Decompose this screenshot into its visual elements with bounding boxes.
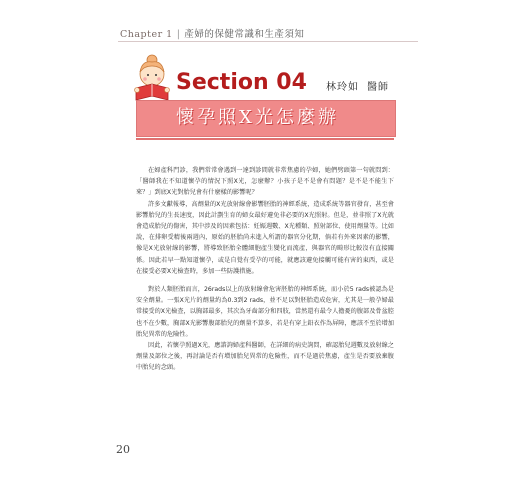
author-name: 林玲如 xyxy=(326,82,359,93)
header-rule xyxy=(118,41,418,42)
chapter-title: 產婦的保健常識和生產須知 xyxy=(184,29,305,40)
section-label: Section 04 xyxy=(176,70,307,95)
running-header xyxy=(120,26,304,40)
body-paragraph: 在婦產科門診，我們常常會遇到一達到診間就非常焦慮的孕婦，她們劈頭第一句就問到：「醫師我在不知道懷孕的情況下照X光，怎麼辦？小孩子是不是會有問題？是不是不能生下來？」到底X光對胎兒會有什麼樣的影響呢？ xyxy=(136,167,394,197)
body-paragraph: 許多文獻報導，高劑量的X光放射線會影響胚胎的神經系統，造成系統等器官發育，甚至會影響胎兒的生長速度，因此計劃生育的婦女最好避免非必要的X光照射。但是，並非照了X光就會造成胎兒的傷害，其中涉及的因素包括：妊娠週數、X光種類、照射部位、使用劑量等。比如說，在排卵受精後兩週內，原始的胚胎尚未進入所謂的器官分化期，倘若有外來因素的影響，像是X光放射線的影響，將導致胚胎全體細胞產生變化而流產，與器官的畸形比較沒有直接關係。因此若早一點知道懷孕，或是自覺有受孕的可能，就應該避免接觸可能有害的東西，或是在接受必要X光檢查時，多加一些防護措施。 xyxy=(136,200,394,275)
article-body xyxy=(136,165,394,374)
body-paragraph: 因此，若懷孕照過X光，應諮詢婦產科醫師，在詳細的病史詢問，確認胎兒週數及放射線之劑量及部位之後，再討論是否有增加胎兒異常的危險性，而不是過於焦慮，產生是否要放棄腹中胎兒的念頭。 xyxy=(136,342,394,372)
author-byline xyxy=(326,78,389,93)
page-number: 20 xyxy=(116,443,130,456)
header-separator: | xyxy=(176,29,181,40)
girl-reading-illustration xyxy=(128,54,180,106)
article-title: 懷孕照X光怎麼辦 xyxy=(176,107,339,128)
chapter-label: Chapter 1 xyxy=(120,29,173,40)
body-paragraph: 對於人類胚胎而言，26rads以上的放射線會危害胚胎的神經系統，而小於5 rads被認為是安全劑量。一張X光片的劑量約為0.3到2 rads，並不足以對胚胎造成危害，尤其是一般孕婦最常接受的X光檢查，以胸部最多，其次為牙齒部分和四肢，當然還有最令人擔憂的腹部及骨盆腔也不在少數，胸部X光影響腹部胎兒的劑量不算多，若是有穿上鉛衣作為屏障，應該不至於增加胎兒異常的危險性。 xyxy=(136,286,394,338)
banner-underline xyxy=(136,138,394,140)
author-role: 醫師 xyxy=(367,82,389,93)
